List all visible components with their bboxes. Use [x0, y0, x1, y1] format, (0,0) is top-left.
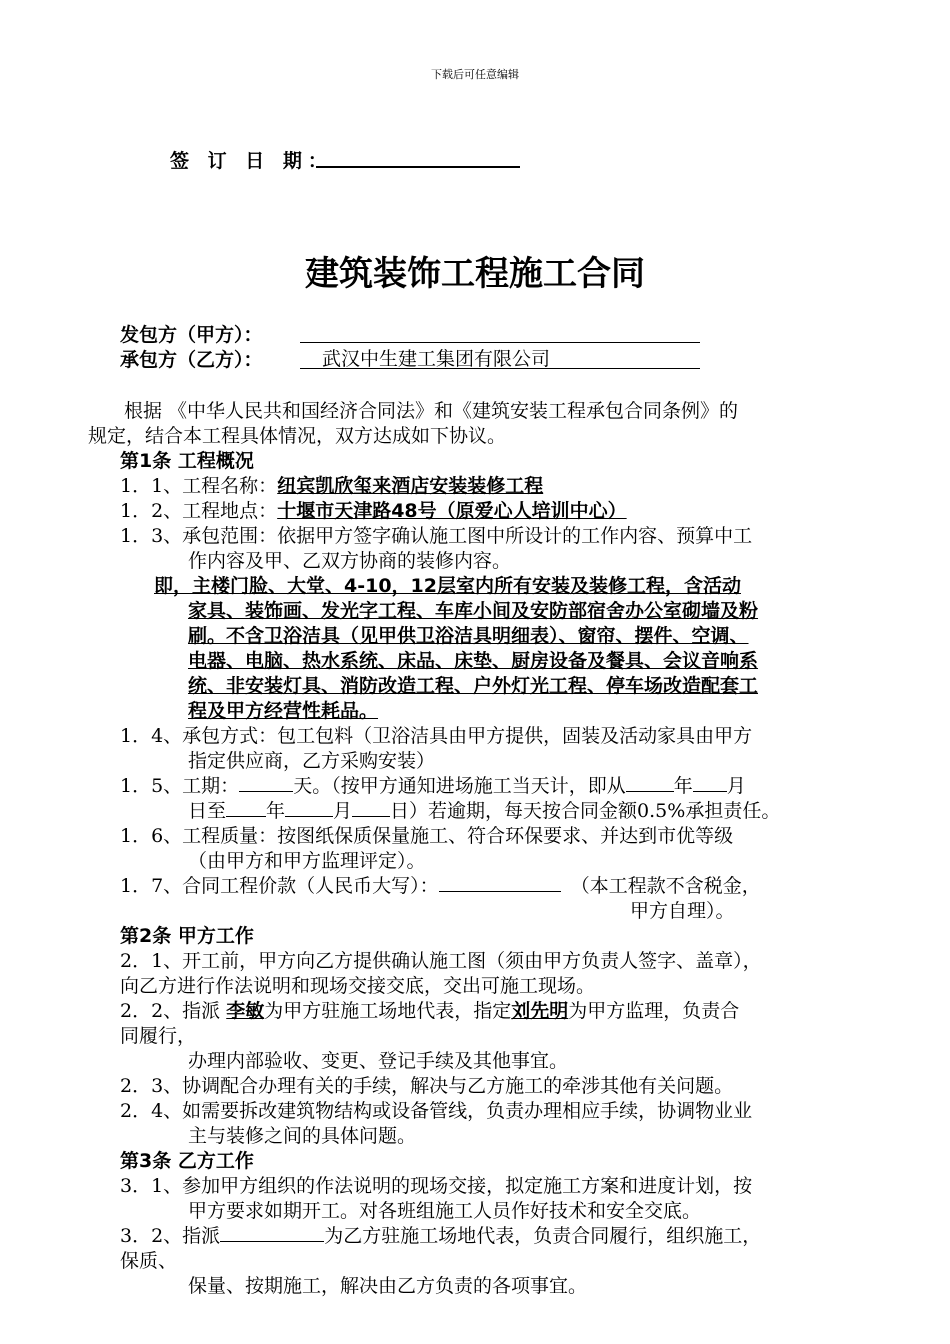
- tax-note: （本工程款不含税金，: [570, 875, 761, 897]
- contractor-representative-blank: [220, 1225, 324, 1242]
- end-year-blank: [226, 800, 266, 817]
- clause-2-1-line-2: 向乙方进行作法说明和现场交接交底，交出可施工现场。: [120, 975, 596, 997]
- clause-2-4-line-2: 主与装修之间的具体问题。: [188, 1125, 417, 1147]
- clause-3-2-line-1: [120, 1221, 761, 1248]
- clause-2-2-line-2: 同履行，: [120, 1025, 197, 1047]
- section-2-title: 第2条 甲方工作: [120, 925, 254, 947]
- clause-1-5-label: 1．5、工期：: [120, 775, 240, 797]
- clause-2-2-label: 2．2、指派: [120, 1000, 227, 1022]
- clause-3-2-line-3: 保量、按期施工，解决由乙方负责的各项事宜。: [188, 1275, 588, 1297]
- clause-1-7-line-2: 甲方自理）。: [630, 900, 735, 922]
- clause-1-3-line-1: 1．3、承包范围：依据甲方签字确认施工图中所设计的工作内容、预算中工: [120, 525, 753, 547]
- clause-1-5-line-2: [188, 796, 780, 823]
- clause-2-2-text: 为甲方驻施工场地代表，指定: [264, 1000, 512, 1022]
- clause-1-2-label: 1．2、工程地点：: [120, 500, 278, 522]
- party-b-label: 承包方（乙方）：: [120, 349, 263, 371]
- document-title: 建筑装饰工程施工合同: [305, 254, 645, 294]
- clause-1-1-label: 1．1、工程名称：: [120, 475, 278, 497]
- sign-date-blank: [316, 166, 520, 168]
- clause-2-4-line-1: 2．4、如需要拆改建筑物结构或设备管线，负责办理相应手续，协调物业业: [120, 1100, 753, 1122]
- delay-penalty-text: 日）若逾期，每天按合同金额0.5%承担责任。: [390, 800, 781, 822]
- clause-1-2: [120, 496, 627, 523]
- intro-line-1: 根据 《中华人民共和国经济合同法》和《建筑安装工程承包合同条例》的: [124, 400, 739, 422]
- clause-3-2-line-2: 保质、: [120, 1250, 178, 1272]
- sign-date-label: 签 订 日 期：: [170, 150, 333, 172]
- project-name: 纽宾凯欣玺来酒店安装装修工程: [277, 475, 544, 497]
- party-a-blank: [300, 342, 700, 343]
- header-note: 下载后可任意编辑: [431, 68, 519, 81]
- clause-2-2-line-1: [120, 996, 739, 1023]
- supervisor-name: 刘先明: [511, 1000, 569, 1022]
- end-month-blank: [285, 800, 333, 817]
- scope-line-2: 家具、装饰画、发光字工程、车库小间及安防部宿舍办公室砌墙及粉: [188, 600, 759, 622]
- clause-3-2-label: 3．2、指派: [120, 1225, 221, 1247]
- clause-3-1-line-2: 甲方要求如期开工。对各班组施工人员作好技术和安全交底。: [188, 1200, 702, 1222]
- month-label-2: 月: [333, 800, 353, 822]
- contract-price-label: 1．7、合同工程价款（人民币大写）：: [120, 875, 439, 897]
- scope-line-3: 刷。不含卫浴洁具（见甲供卫浴洁具明细表）、窗帘、摆件、空调、: [188, 625, 749, 647]
- clause-3-2-text: 为乙方驻施工场地代表，负责合同履行，组织施工，: [324, 1225, 762, 1247]
- clause-1-1: [120, 471, 543, 498]
- clause-1-5-text: 天。（按甲方通知进场施工当天计，即从: [293, 775, 626, 797]
- clause-1-6-line-2: （由甲方和甲方监理评定）。: [188, 850, 426, 872]
- clause-2-1-line-1: 2．1、开工前，甲方向乙方提供确认施工图（须由甲方负责人签字、盖章），: [120, 950, 762, 972]
- clause-2-3: 2．3、协调配合办理有关的手续，解决与乙方施工的牵涉其他有关问题。: [120, 1075, 734, 1097]
- party-b-value: 武汉中生建工集团有限公司: [322, 348, 551, 370]
- start-month-blank: [693, 775, 727, 792]
- clause-1-3-line-2: 作内容及甲、乙双方协商的装修内容。: [188, 550, 512, 572]
- start-year-blank: [626, 775, 674, 792]
- party-b-blank: [300, 368, 700, 369]
- year-label: 年: [673, 775, 693, 797]
- scope-line-4: 电器、电脑、热水系统、床品、床垫、厨房设备及餐具、会议音响系: [188, 650, 759, 672]
- clause-3-1-line-1: 3．1、参加甲方组织的作法说明的现场交接，拟定施工方案和进度计划，按: [120, 1175, 753, 1197]
- clause-1-7-line-1: [120, 871, 761, 898]
- scope-line-1: 即，主楼门脸、大堂、4-10，12层室内所有安装及装修工程，含活动: [154, 575, 741, 597]
- day-to-label: 日至: [188, 800, 227, 822]
- contract-price-blank: [439, 875, 561, 892]
- site-representative-name: 李敏: [226, 1000, 265, 1022]
- section-3-title: 第3条 乙方工作: [120, 1150, 254, 1172]
- clause-1-6-line-1: 1．6、工程质量：按图纸保质保量施工、符合环保要求、并达到市优等级: [120, 825, 734, 847]
- scope-line-5: 统、非安装灯具、消防改造工程、户外灯光工程、停车场改造配套工: [188, 675, 759, 697]
- section-1-title: 第1条 工程概况: [120, 450, 254, 472]
- clause-2-2-text-end: 为甲方监理，负责合: [568, 1000, 740, 1022]
- clause-2-2-line-3: 办理内部验收、变更、登记手续及其他事宜。: [188, 1050, 569, 1072]
- year-label-2: 年: [266, 800, 286, 822]
- clause-1-4-line-1: 1．4、承包方式：包工包料（卫浴洁具由甲方提供，固装及活动家具由甲方: [120, 725, 753, 747]
- intro-line-2: 规定，结合本工程具体情况，双方达成如下协议。: [88, 425, 507, 447]
- duration-blank: [239, 775, 293, 792]
- clause-1-4-line-2: 指定供应商，乙方采购安装）: [188, 750, 436, 772]
- party-a-label: 发包方（甲方）：: [120, 324, 263, 346]
- end-day-blank: [352, 800, 390, 817]
- month-label: 月: [726, 775, 746, 797]
- scope-line-6: 程及甲方经营性耗品。: [188, 700, 379, 722]
- project-location: 十堰市天津路48号（原爱心人培训中心）: [277, 500, 627, 522]
- clause-1-5-line-1: [120, 771, 746, 798]
